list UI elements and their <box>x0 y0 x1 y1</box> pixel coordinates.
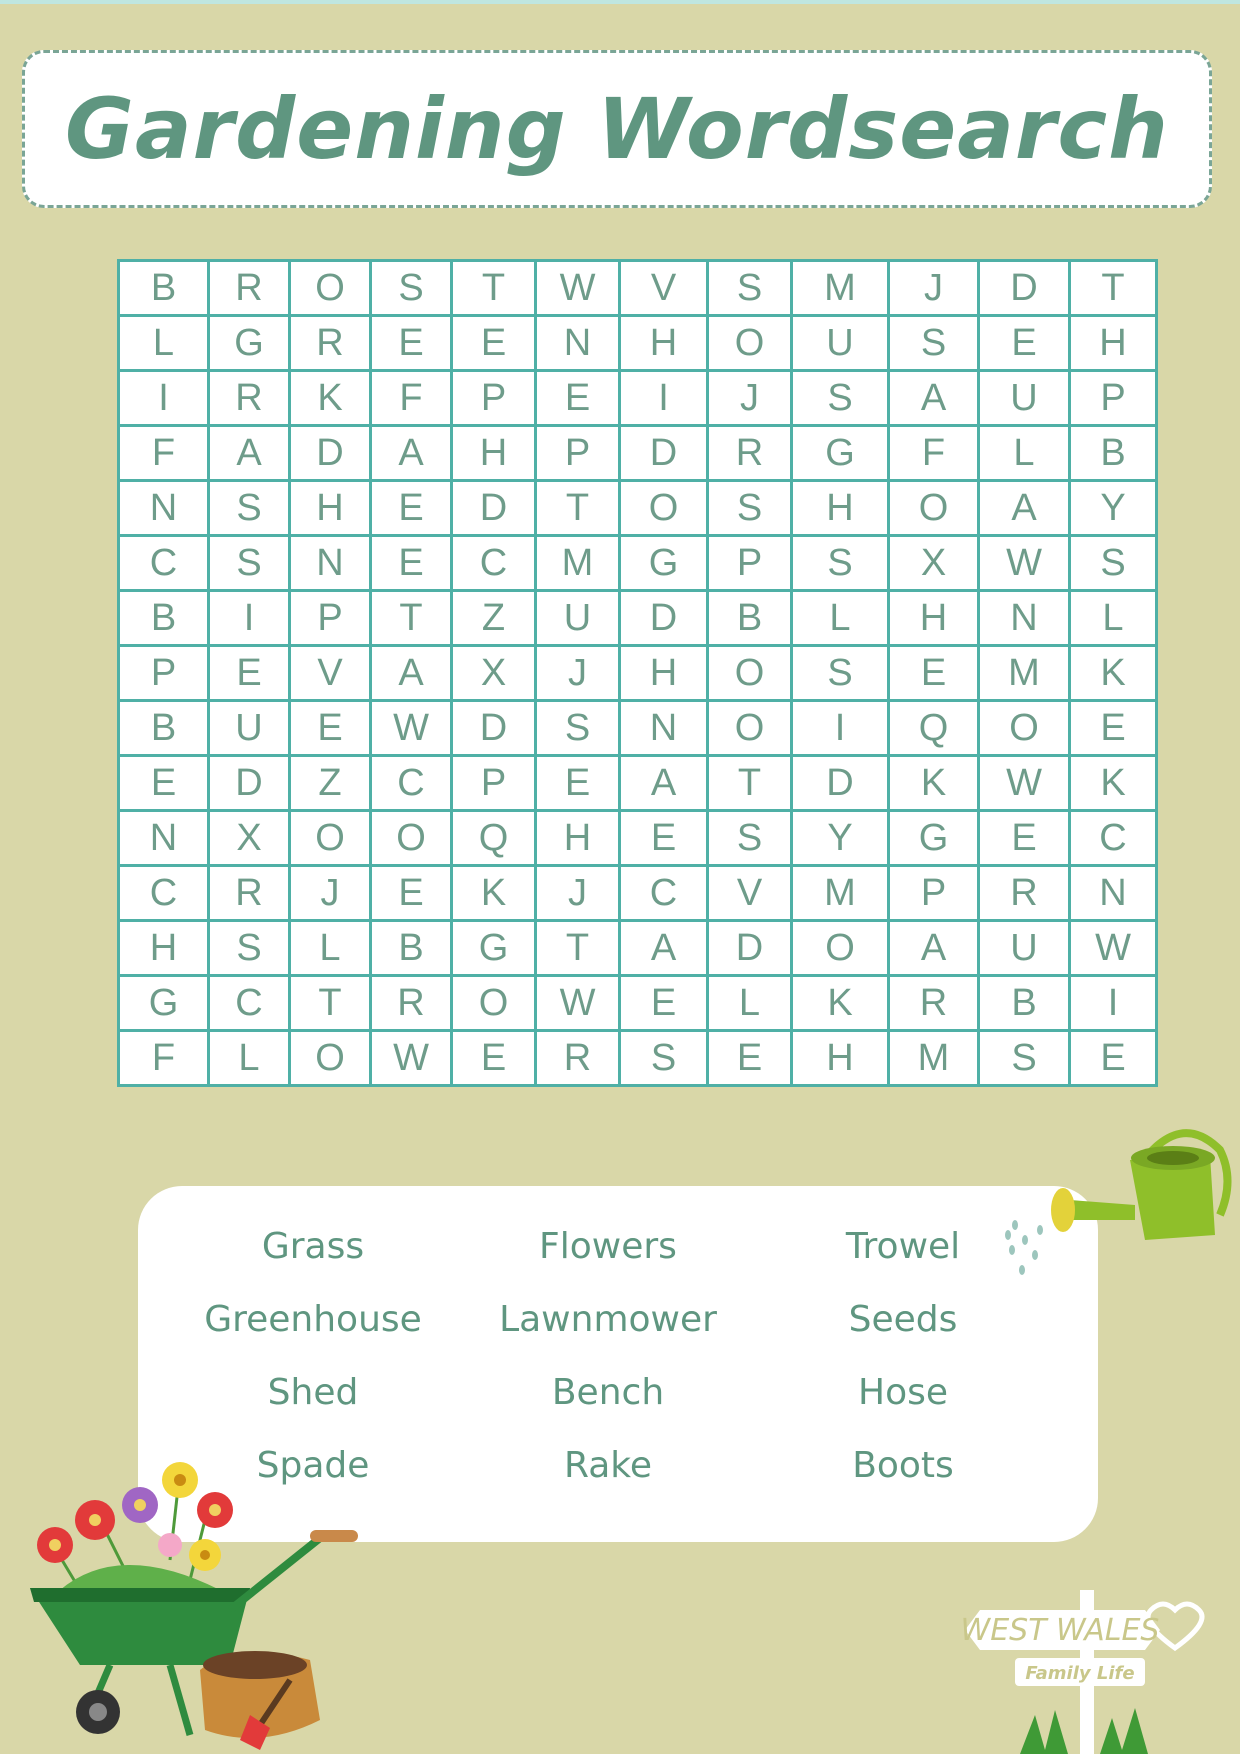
letter-grid <box>117 259 1158 1087</box>
grid-cell: H <box>620 646 708 701</box>
grid-row <box>119 811 1157 866</box>
grid-cell: X <box>209 811 290 866</box>
grid-cell: P <box>536 426 620 481</box>
grid-cell: R <box>889 976 979 1031</box>
grid-cell: U <box>209 701 290 756</box>
grid-cell: O <box>708 646 792 701</box>
grid-row <box>119 261 1157 316</box>
grid-cell: D <box>452 701 536 756</box>
grid-cell: N <box>536 316 620 371</box>
grid-cell: J <box>536 646 620 701</box>
grid-cell: E <box>452 316 536 371</box>
grid-cell: D <box>708 921 792 976</box>
grid-cell: H <box>452 426 536 481</box>
grid-cell: R <box>536 1031 620 1086</box>
grid-cell: C <box>209 976 290 1031</box>
grid-cell: A <box>620 921 708 976</box>
grid-cell: P <box>1070 371 1157 426</box>
grid-cell: H <box>792 1031 889 1086</box>
grid-cell: U <box>979 371 1070 426</box>
grid-cell: C <box>371 756 452 811</box>
grid-cell: E <box>620 976 708 1031</box>
grid-cell: N <box>290 536 371 591</box>
grid-cell: K <box>1070 756 1157 811</box>
grid-cell: B <box>119 261 209 316</box>
grid-cell: W <box>1070 921 1157 976</box>
grid-row <box>119 646 1157 701</box>
grid-cell: A <box>371 646 452 701</box>
grid-cell: N <box>979 591 1070 646</box>
grid-cell: R <box>209 866 290 921</box>
grid-cell: R <box>209 261 290 316</box>
grid-cell: D <box>452 481 536 536</box>
grid-cell: H <box>536 811 620 866</box>
grid-cell: K <box>792 976 889 1031</box>
word-list-item: Bench <box>551 1372 665 1413</box>
grid-cell: D <box>290 426 371 481</box>
grid-cell: W <box>371 1031 452 1086</box>
grid-cell: O <box>620 481 708 536</box>
grid-cell: E <box>371 536 452 591</box>
grid-cell: S <box>708 811 792 866</box>
grid-cell: J <box>889 261 979 316</box>
grid-cell: M <box>792 866 889 921</box>
grid-cell: S <box>979 1031 1070 1086</box>
grid-cell: S <box>708 481 792 536</box>
grid-cell: K <box>1070 646 1157 701</box>
grid-cell: M <box>792 261 889 316</box>
grid-cell: O <box>290 811 371 866</box>
grid-cell: A <box>209 426 290 481</box>
grid-cell: E <box>536 371 620 426</box>
grid-row <box>119 701 1157 756</box>
grid-cell: B <box>119 591 209 646</box>
grid-cell: T <box>708 756 792 811</box>
grid-cell: S <box>1070 536 1157 591</box>
word-list-item: Hose <box>858 1372 948 1413</box>
grid-cell: H <box>620 316 708 371</box>
grid-cell: S <box>708 261 792 316</box>
grid-cell: O <box>979 701 1070 756</box>
page-title: Gardening Wordsearch <box>65 80 1169 178</box>
grid-cell: O <box>708 316 792 371</box>
grid-cell: S <box>792 536 889 591</box>
grid-cell: F <box>119 1031 209 1086</box>
grid-cell: A <box>979 481 1070 536</box>
grid-cell: S <box>620 1031 708 1086</box>
grid-cell: X <box>452 646 536 701</box>
grid-cell: N <box>1070 866 1157 921</box>
grid-cell: I <box>209 591 290 646</box>
grid-cell: B <box>1070 426 1157 481</box>
word-list-item: Greenhouse <box>204 1299 422 1340</box>
grid-cell: B <box>371 921 452 976</box>
grid-cell: L <box>1070 591 1157 646</box>
grid-row <box>119 756 1157 811</box>
grid-cell: D <box>620 426 708 481</box>
grid-cell: L <box>290 921 371 976</box>
grid-cell: E <box>371 316 452 371</box>
grid-cell: P <box>119 646 209 701</box>
grid-cell: X <box>889 536 979 591</box>
grid-cell: G <box>889 811 979 866</box>
svg-text:WEST WALES: WEST WALES <box>960 1613 1160 1648</box>
grid-cell: B <box>979 976 1070 1031</box>
grid-cell: F <box>371 371 452 426</box>
grid-cell: C <box>620 866 708 921</box>
grid-cell: W <box>536 261 620 316</box>
word-list-item: Seeds <box>848 1299 958 1340</box>
grid-cell: K <box>452 866 536 921</box>
grid-cell: I <box>119 371 209 426</box>
grid-row <box>119 316 1157 371</box>
grid-row <box>119 866 1157 921</box>
grid-cell: L <box>792 591 889 646</box>
grid-cell: E <box>620 811 708 866</box>
grid-cell: O <box>452 976 536 1031</box>
grid-cell: E <box>708 1031 792 1086</box>
grid-cell: I <box>620 371 708 426</box>
grid-row <box>119 536 1157 591</box>
grid-cell: U <box>792 316 889 371</box>
grid-cell: G <box>452 921 536 976</box>
grid-cell: O <box>708 701 792 756</box>
grid-cell: E <box>209 646 290 701</box>
grid-cell: S <box>209 921 290 976</box>
grid-cell: D <box>979 261 1070 316</box>
grid-cell: G <box>620 536 708 591</box>
grid-cell: M <box>979 646 1070 701</box>
grid-cell: W <box>979 536 1070 591</box>
grid-cell: J <box>290 866 371 921</box>
grid-cell: S <box>371 261 452 316</box>
grid-cell: E <box>979 316 1070 371</box>
grid-cell: C <box>452 536 536 591</box>
grid-cell: F <box>119 426 209 481</box>
grid-cell: A <box>889 921 979 976</box>
grid-row <box>119 371 1157 426</box>
grid-cell: E <box>452 1031 536 1086</box>
grid-cell: B <box>708 591 792 646</box>
grid-cell: G <box>209 316 290 371</box>
grid-cell: T <box>452 261 536 316</box>
grid-cell: A <box>889 371 979 426</box>
grid-cell: P <box>290 591 371 646</box>
grid-row <box>119 976 1157 1031</box>
word-list-item: Lawnmower <box>499 1299 717 1340</box>
grid-cell: E <box>536 756 620 811</box>
grid-cell: H <box>119 921 209 976</box>
grid-cell: E <box>1070 701 1157 756</box>
grid-cell: L <box>979 426 1070 481</box>
grid-row <box>119 426 1157 481</box>
grid-cell: C <box>1070 811 1157 866</box>
word-list-item: Spade <box>256 1445 370 1486</box>
grid-row <box>119 921 1157 976</box>
grid-cell: T <box>536 481 620 536</box>
grid-cell: L <box>708 976 792 1031</box>
grid-cell: O <box>290 1031 371 1086</box>
grid-cell: C <box>119 866 209 921</box>
grid-cell: G <box>119 976 209 1031</box>
grid-cell: J <box>536 866 620 921</box>
grid-cell: L <box>119 316 209 371</box>
grid-cell: K <box>889 756 979 811</box>
grid-cell: A <box>620 756 708 811</box>
word-list-item: Rake <box>564 1445 652 1486</box>
grid-cell: K <box>290 371 371 426</box>
grid-cell: W <box>979 756 1070 811</box>
grid-cell: E <box>889 646 979 701</box>
grid-cell: L <box>209 1031 290 1086</box>
grid-cell: V <box>708 866 792 921</box>
grid-cell: T <box>290 976 371 1031</box>
grid-cell: N <box>119 481 209 536</box>
grid-cell: P <box>452 756 536 811</box>
grid-cell: W <box>536 976 620 1031</box>
grid-cell: R <box>708 426 792 481</box>
west-wales-family-life-logo <box>960 1590 1220 1754</box>
grid-cell: M <box>889 1031 979 1086</box>
grid-cell: E <box>371 866 452 921</box>
grid-cell: D <box>792 756 889 811</box>
grid-cell: Z <box>452 591 536 646</box>
grid-cell: E <box>119 756 209 811</box>
grid-cell: H <box>290 481 371 536</box>
word-list-item: Trowel <box>845 1226 961 1267</box>
watering-can-icon <box>1000 1110 1240 1300</box>
word-list-item: Flowers <box>539 1226 677 1267</box>
grid-cell: J <box>708 371 792 426</box>
grid-cell: H <box>889 591 979 646</box>
grid-cell: O <box>792 921 889 976</box>
word-list-item: Grass <box>261 1226 365 1267</box>
grid-cell: E <box>290 701 371 756</box>
grid-cell: Q <box>889 701 979 756</box>
wheelbarrow-icon <box>20 1460 380 1750</box>
grid-cell: E <box>979 811 1070 866</box>
grid-cell: S <box>792 371 889 426</box>
title-banner <box>22 50 1212 208</box>
grid-cell: C <box>119 536 209 591</box>
grid-cell: G <box>792 426 889 481</box>
grid-cell: R <box>209 371 290 426</box>
grid-cell: V <box>290 646 371 701</box>
grid-cell: F <box>889 426 979 481</box>
grid-cell: D <box>620 591 708 646</box>
grid-row <box>119 1031 1157 1086</box>
grid-cell: I <box>1070 976 1157 1031</box>
grid-cell: Q <box>452 811 536 866</box>
grid-cell: I <box>792 701 889 756</box>
grid-cell: E <box>1070 1031 1157 1086</box>
grid-cell: S <box>889 316 979 371</box>
grid-cell: O <box>371 811 452 866</box>
grid-cell: S <box>792 646 889 701</box>
svg-text:Family Life: Family Life <box>1025 1663 1135 1684</box>
grid-cell: Y <box>1070 481 1157 536</box>
grid-cell: R <box>371 976 452 1031</box>
grid-cell: O <box>889 481 979 536</box>
grid-cell: U <box>536 591 620 646</box>
grid-cell: R <box>290 316 371 371</box>
grid-cell: A <box>371 426 452 481</box>
grid-cell: W <box>371 701 452 756</box>
grid-cell: M <box>536 536 620 591</box>
grid-cell: S <box>536 701 620 756</box>
grid-cell: P <box>889 866 979 921</box>
grid-cell: Y <box>792 811 889 866</box>
top-border <box>0 0 1240 4</box>
grid-cell: E <box>371 481 452 536</box>
grid-cell: P <box>452 371 536 426</box>
grid-cell: T <box>1070 261 1157 316</box>
grid-cell: D <box>209 756 290 811</box>
grid-cell: O <box>290 261 371 316</box>
grid-cell: N <box>119 811 209 866</box>
grid-cell: V <box>620 261 708 316</box>
grid-row <box>119 481 1157 536</box>
grid-cell: T <box>536 921 620 976</box>
word-list-item: Shed <box>267 1372 359 1413</box>
grid-cell: Z <box>290 756 371 811</box>
grid-cell: B <box>119 701 209 756</box>
grid-cell: U <box>979 921 1070 976</box>
grid-cell: P <box>708 536 792 591</box>
grid-row <box>119 591 1157 646</box>
word-list-item: Boots <box>852 1445 954 1486</box>
grid-cell: H <box>792 481 889 536</box>
grid-cell: S <box>209 481 290 536</box>
grid-cell: H <box>1070 316 1157 371</box>
grid-cell: T <box>371 591 452 646</box>
grid-cell: N <box>620 701 708 756</box>
grid-cell: R <box>979 866 1070 921</box>
grid-cell: S <box>209 536 290 591</box>
